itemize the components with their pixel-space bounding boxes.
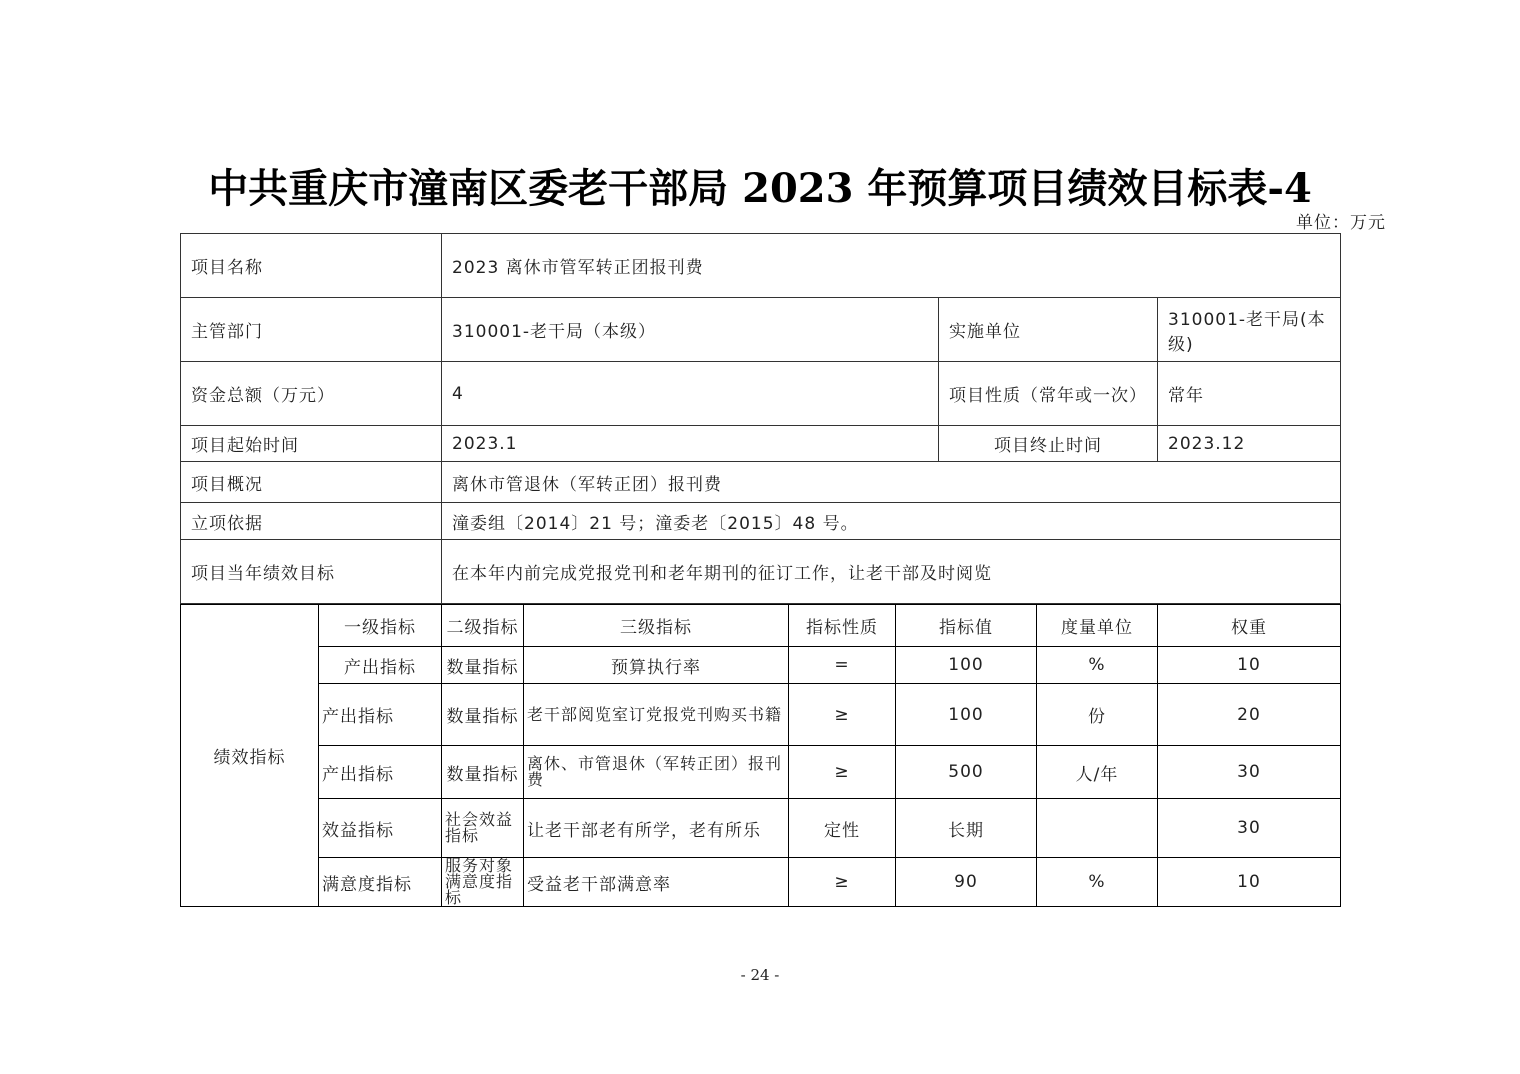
cell-value: 长期 bbox=[896, 799, 1037, 858]
cell-level2: 数量指标 bbox=[442, 746, 524, 799]
header-value: 指标值 bbox=[896, 605, 1037, 647]
overview-value: 离休市管退休（军转正团）报刊费 bbox=[442, 462, 1341, 503]
cell-level1: 效益指标 bbox=[319, 799, 442, 858]
project-info-table bbox=[180, 233, 1341, 604]
cell-level3: 让老干部老有所学，老有所乐 bbox=[524, 799, 789, 858]
start-label: 项目起始时间 bbox=[181, 426, 442, 462]
cell-nature: ≥ bbox=[789, 684, 896, 746]
header-nature: 指标性质 bbox=[789, 605, 896, 647]
page-number: - 24 - bbox=[740, 966, 780, 984]
cell-value: 100 bbox=[896, 684, 1037, 746]
cell-level2: 社会效益指标 bbox=[442, 799, 524, 858]
table-row bbox=[181, 799, 1341, 858]
table-row bbox=[181, 684, 1341, 746]
cell-level1: 产出指标 bbox=[319, 647, 442, 684]
header-level1: 一级指标 bbox=[319, 605, 442, 647]
table-row bbox=[181, 746, 1341, 799]
goal-label: 项目当年绩效目标 bbox=[181, 540, 442, 604]
nature-value: 常年 bbox=[1158, 362, 1341, 426]
header-weight: 权重 bbox=[1158, 605, 1341, 647]
header-level2: 二级指标 bbox=[442, 605, 524, 647]
cell-level3: 预算执行率 bbox=[524, 647, 789, 684]
start-value: 2023.1 bbox=[442, 426, 939, 462]
cell-unit: % bbox=[1037, 858, 1158, 907]
table-row bbox=[181, 858, 1341, 907]
cell-level1: 产出指标 bbox=[319, 684, 442, 746]
cell-value: 500 bbox=[896, 746, 1037, 799]
cell-value: 100 bbox=[896, 647, 1037, 684]
dept-label: 主管部门 bbox=[181, 298, 442, 362]
cell-nature: ≥ bbox=[789, 858, 896, 907]
cell-level1: 产出指标 bbox=[319, 746, 442, 799]
cell-unit bbox=[1037, 799, 1158, 858]
table-row bbox=[181, 647, 1341, 684]
cell-weight: 10 bbox=[1158, 858, 1341, 907]
cell-unit: % bbox=[1037, 647, 1158, 684]
section-label: 绩效指标 bbox=[181, 605, 319, 907]
indicators-table bbox=[180, 604, 1341, 907]
cell-level2: 数量指标 bbox=[442, 647, 524, 684]
impl-value: 310001-老干局(本级) bbox=[1158, 298, 1341, 362]
cell-value: 90 bbox=[896, 858, 1037, 907]
cell-nature: ≥ bbox=[789, 746, 896, 799]
end-value: 2023.12 bbox=[1158, 426, 1341, 462]
header-unit: 度量单位 bbox=[1037, 605, 1158, 647]
cell-level3: 老干部阅览室订党报党刊购买书籍 bbox=[524, 684, 789, 746]
cell-level1: 满意度指标 bbox=[319, 858, 442, 907]
cell-unit: 人/年 bbox=[1037, 746, 1158, 799]
cell-level2: 服务对象满意度指标 bbox=[442, 858, 524, 907]
cell-level2: 数量指标 bbox=[442, 684, 524, 746]
cell-weight: 20 bbox=[1158, 684, 1341, 746]
cell-weight: 30 bbox=[1158, 746, 1341, 799]
cell-level3: 受益老干部满意率 bbox=[524, 858, 789, 907]
end-label: 项目终止时间 bbox=[939, 426, 1158, 462]
page-title: 中共重庆市潼南区委老干部局 2023 年预算项目绩效目标表-4 bbox=[208, 165, 1312, 212]
impl-label: 实施单位 bbox=[939, 298, 1158, 362]
cell-unit: 份 bbox=[1037, 684, 1158, 746]
unit-label: 单位：万元 bbox=[1296, 213, 1386, 233]
overview-label: 项目概况 bbox=[181, 462, 442, 503]
fund-label: 资金总额（万元） bbox=[181, 362, 442, 426]
project-name-label: 项目名称 bbox=[181, 234, 442, 298]
cell-weight: 10 bbox=[1158, 647, 1341, 684]
basis-value: 潼委组〔2014〕21 号；潼委老〔2015〕48 号。 bbox=[442, 503, 1341, 540]
cell-nature: 定性 bbox=[789, 799, 896, 858]
nature-label: 项目性质（常年或一次） bbox=[939, 362, 1158, 426]
cell-weight: 30 bbox=[1158, 799, 1341, 858]
dept-value: 310001-老干局（本级） bbox=[442, 298, 939, 362]
fund-value: 4 bbox=[442, 362, 939, 426]
basis-label: 立项依据 bbox=[181, 503, 442, 540]
cell-level3: 离休、市管退休（军转正团）报刊费 bbox=[524, 746, 789, 799]
project-name-value: 2023 离休市管军转正团报刊费 bbox=[442, 234, 1341, 298]
header-level3: 三级指标 bbox=[524, 605, 789, 647]
cell-nature: = bbox=[789, 647, 896, 684]
goal-value: 在本年内前完成党报党刊和老年期刊的征订工作，让老干部及时阅览 bbox=[442, 540, 1341, 604]
